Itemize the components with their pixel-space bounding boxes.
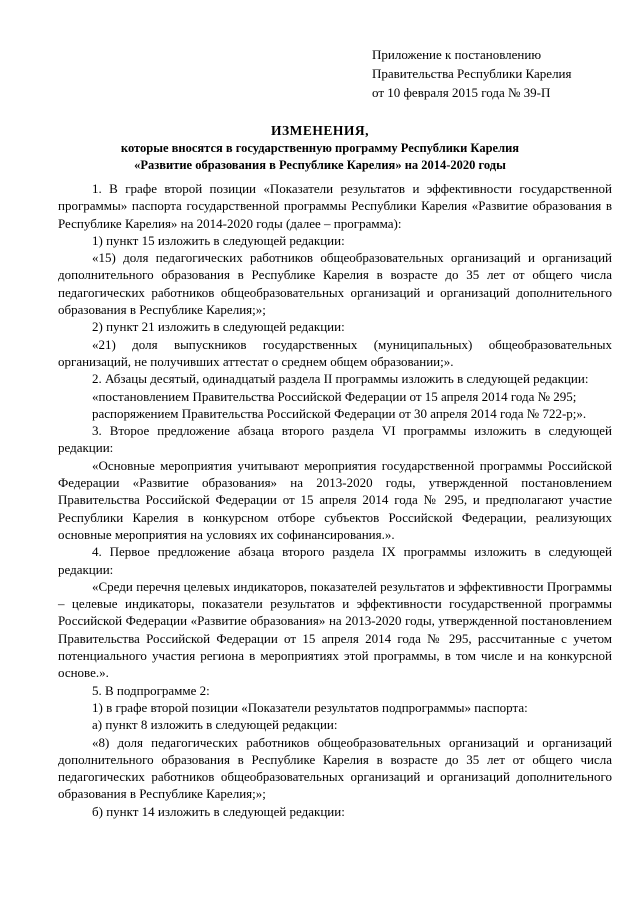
appendix-line-1: Приложение к постановлению — [372, 47, 542, 62]
document-subtitle-line-1: которые вносятся в государственную программу Республики Карелия — [120, 141, 520, 155]
paragraph: 2. Абзацы десятый, одинадцатый раздела II программы изложить в следующей редакции: — [92, 371, 589, 387]
appendix-line-2: Правительства Республики Карелия — [372, 66, 572, 81]
paragraph: а) пункт 8 изложить в следующей редакции: — [92, 717, 338, 733]
paragraph: 1) пункт 15 изложить в следующей редакции: — [92, 232, 345, 248]
paragraph: «Среди перечня целевых индикаторов, показателей результатов и эффективности Программы – целевые индикаторы, показатели результатов и эффективности государственной программы Российской Федерации «Развитие образования» на 2013-2020 годы, утвержденной постановлением Правительства Российской Федерации от 15 апреля 2014 года № 295, рассчитанные с учетом потенциального участия региона в мероприятиях этой программы, в том числе и на конкурсной основе.». — [58, 578, 612, 681]
paragraph: 4. Первое предложение абзаца второго раздела IX программы изложить в следующей редакции: — [58, 544, 612, 577]
appendix-header — [372, 45, 622, 102]
paragraph: «21) доля выпускников государственных (муниципальных) общеобразовательных организаций, не получивших аттестат о среднем общем образовании;». — [58, 336, 612, 369]
appendix-line-3: от 10 февраля 2015 года № 39-П — [372, 85, 551, 100]
document-body — [58, 180, 612, 820]
document-subtitle-line-2: «Развитие образования в Республике Карелия» на 2014-2020 годы — [134, 158, 506, 172]
document-title: ИЗМЕНЕНИЯ, — [270, 123, 369, 138]
document-title-block — [80, 122, 560, 174]
paragraph: «постановлением Правительства Российской Федерации от 15 апреля 2014 года № 295; — [92, 388, 577, 404]
paragraph: «8) доля педагогических работников общеобразовательных организаций и организаций дополнительного образования в Республике Карелия в возрасте до 35 лет от общего числа педагогических работников общеобразовательных организаций и организаций дополнительного образования в Республике Карелия;»; — [58, 734, 612, 802]
paragraph: 2) пункт 21 изложить в следующей редакции: — [92, 319, 345, 335]
paragraph: 3. Второе предложение абзаца второго раздела VI программы изложить в следующей редакции: — [58, 423, 612, 456]
paragraph: б) пункт 14 изложить в следующей редакции: — [92, 803, 345, 819]
paragraph: 1) в графе второй позиции «Показатели результатов подпрограммы» паспорта: — [92, 699, 528, 715]
paragraph: «Основные мероприятия учитывают мероприятия государственной программы Российской Федерации «Развитие образования» на 2013-2020 годы, утвержденной постановлением Правительства Российской Федерации от 15 апреля 2014 года № 295, и предполагают участие Республики Карелия в конкурсном отборе субъектов Российской Федерации, реализующих основные мероприятия на условиях их софинансирования.». — [58, 457, 612, 542]
paragraph: 5. В подпрограмме 2: — [92, 682, 210, 698]
paragraph: распоряжением Правительства Российской Федерации от 30 апреля 2014 года № 722-р;». — [92, 405, 587, 421]
paragraph: «15) доля педагогических работников общеобразовательных организаций и организаций дополнительного образования в Республике Карелия в возрасте до 35 лет от общего числа педагогических работников общеобразовательных организаций и организаций дополнительного образования в Республике Карелия;»; — [58, 250, 612, 318]
paragraph: 1. В графе второй позиции «Показатели результатов и эффективности государственной программы» паспорта государственной программы Республики Карелия «Развитие образования в Республике Карелия» на 2014-2020 годы (далее – программа): — [58, 181, 612, 231]
